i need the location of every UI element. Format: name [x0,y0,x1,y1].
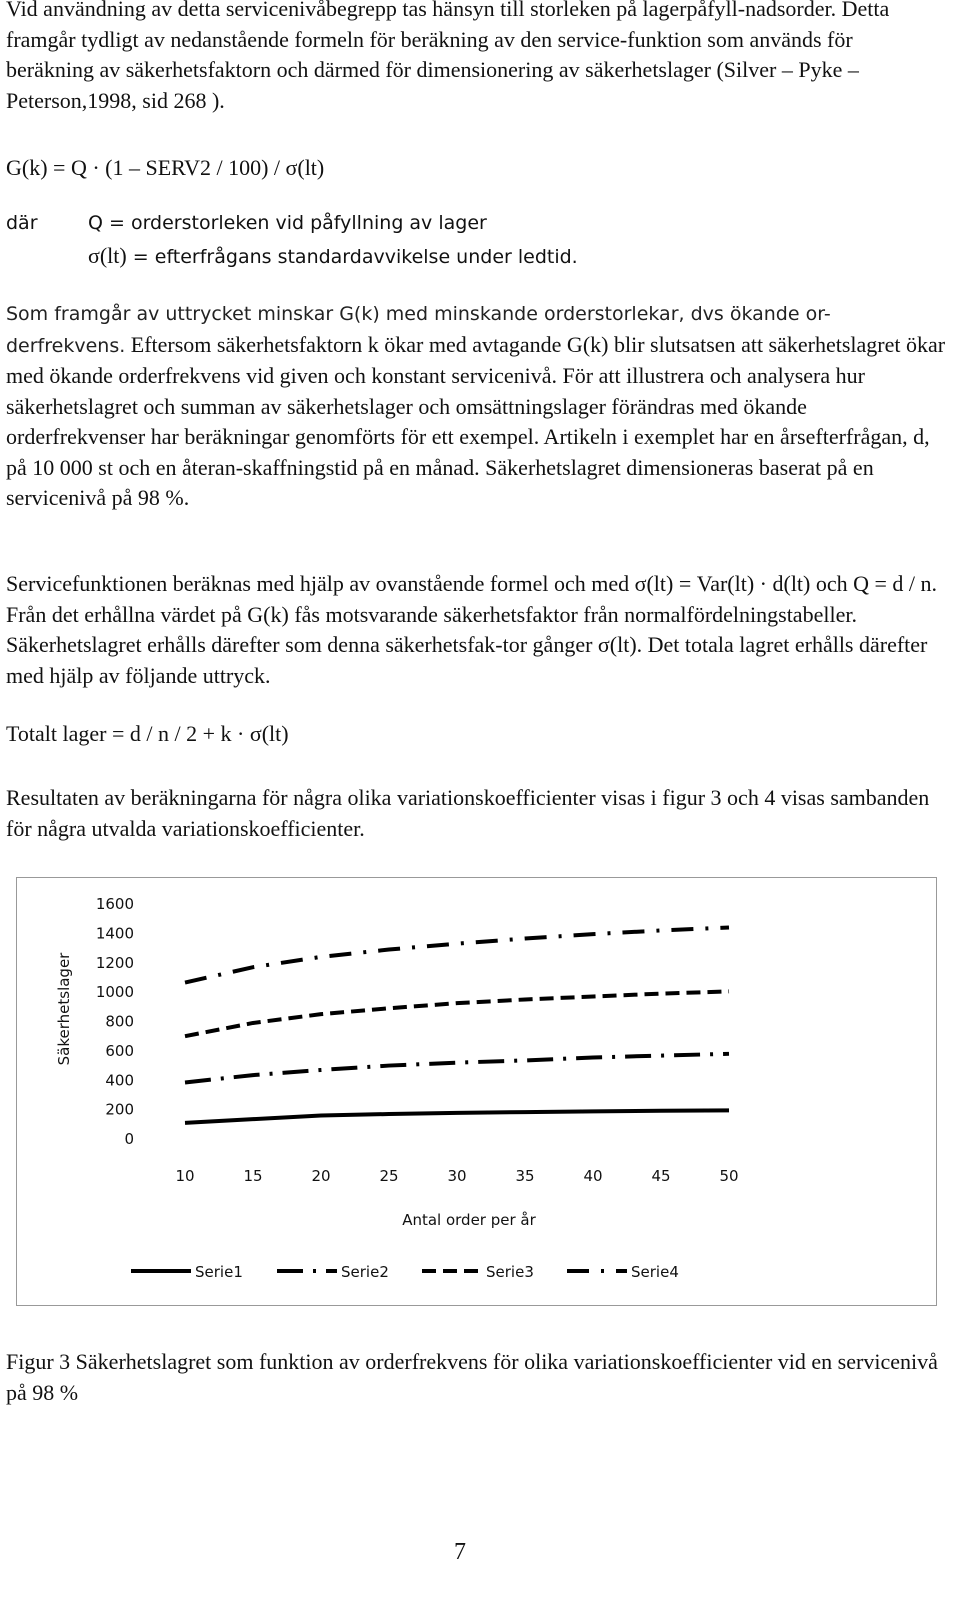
y-tick-label: 1400 [95,924,134,943]
definition-sigma [88,243,578,269]
legend-label-serie2: Serie2 [341,1263,389,1281]
where-label: där [6,212,38,234]
y-axis-label: Säkerhetslager [55,952,73,1066]
results-paragraph: Resultaten av beräkningarna för några olika variationskoefficienter visas i figur 3 och 4 visas sambanden för några utvalda variationskoefficienter. [6,785,930,841]
x-tick-label: 20 [311,1167,331,1185]
x-tick-label: 50 [719,1167,739,1185]
sigma-symbol: σ(lt) [88,243,127,268]
figure-caption: Figur 3 Säkerhetslagret som funktion av orderfrekvens för olika variationskoefficienter vid en servicenivå på 98 % [6,1349,938,1405]
service-function-paragraph: Servicefunktionen beräknas med hjälp av ovanstående formel och med σ(lt) = Var(lt) · d(lt) och Q = d / n. Från det erhållna värdet på G(k) fås motsvarande säkerhetsfaktor från normalfördelningstabeller. Säkerhetslagret erhålls därefter som denna säkerhetsfak-tor gånger σ(lt). Det totala lagret erhålls därefter med hjälp av följande uttryck. [6,571,938,688]
x-tick-label: 10 [175,1167,195,1185]
y-tick-label: 600 [105,1041,134,1060]
y-tick-label: 1000 [95,983,134,1002]
chart-svg [17,878,938,1307]
y-tick-label: 200 [105,1100,134,1119]
y-tick-label: 0 [124,1130,134,1148]
series-line-serie4 [185,928,729,983]
series-line-serie1 [185,1110,729,1122]
formula-total-stock: Totalt lager = d / n / 2 + k · σ(lt) [6,721,289,746]
series-line-serie2 [185,1054,729,1083]
y-tick-label: 400 [105,1071,134,1090]
analysis-rest: Eftersom säkerhetsfaktorn k ökar med avtagande G(k) blir slutsatsen att säkerhetslagret ökar med ökande orderfrekvens vid given och konstant servicenivå. För att illustrera och analysera hur säkerhetslagret och summan av säkerhetslager och omsättningslager förändras med ökande orderfrekvenser har beräkningar genomförts för ett exempel. Artikeln i exemplet har en årsefterfrågan, d, på 10 000 st och en återan-skaffningstid på en månad. Säkerhetslagret dimensioneras baserat på en servicenivå på 98 %. [6,331,946,510]
x-tick-label: 15 [243,1167,263,1185]
formula-gk: G(k) = Q · (1 – SERV2 / 100) / σ(lt) [6,155,325,180]
x-tick-label: 40 [583,1167,603,1185]
sigma-definition-text: = efterfrågans standardavvikelse under ledtid. [126,246,578,268]
intro-paragraph: Vid användning av detta servicenivåbegrepp tas hänsyn till storleken på lagerpåfyll-nadsorder. Detta framgår tydligt av nedanstående formeln för beräkning av den service-funktion som används för beräkning av säkerhetsfaktorn och därmed för dimensionering av säkerhetslager (Silver – Pyke – Peterson,1998, sid 268 ). [6,0,890,113]
y-tick-label: 1200 [95,953,134,972]
definition-q: Q = orderstorleken vid påfyllning av lager [88,212,487,234]
legend-label-serie4: Serie4 [631,1263,679,1281]
x-tick-label: 25 [379,1167,399,1185]
y-tick-label: 1600 [95,895,134,913]
analysis-paragraph [6,298,946,514]
x-tick-label: 35 [515,1167,535,1185]
x-tick-label: 45 [651,1167,671,1185]
legend-label-serie3: Serie3 [486,1263,534,1281]
figure-chart [16,877,937,1306]
legend-label-serie1: Serie1 [195,1263,243,1281]
series-line-serie3 [185,991,729,1036]
analysis-lead: Som framgår av uttrycket minskar G(k) med minskande orderstorlekar, dvs ökande or-derfrekvens. [6,303,831,357]
page-number: 7 [454,1539,466,1565]
y-tick-label: 800 [105,1012,134,1031]
x-tick-label: 30 [447,1167,467,1185]
x-axis-label: Antal order per år [402,1211,536,1229]
